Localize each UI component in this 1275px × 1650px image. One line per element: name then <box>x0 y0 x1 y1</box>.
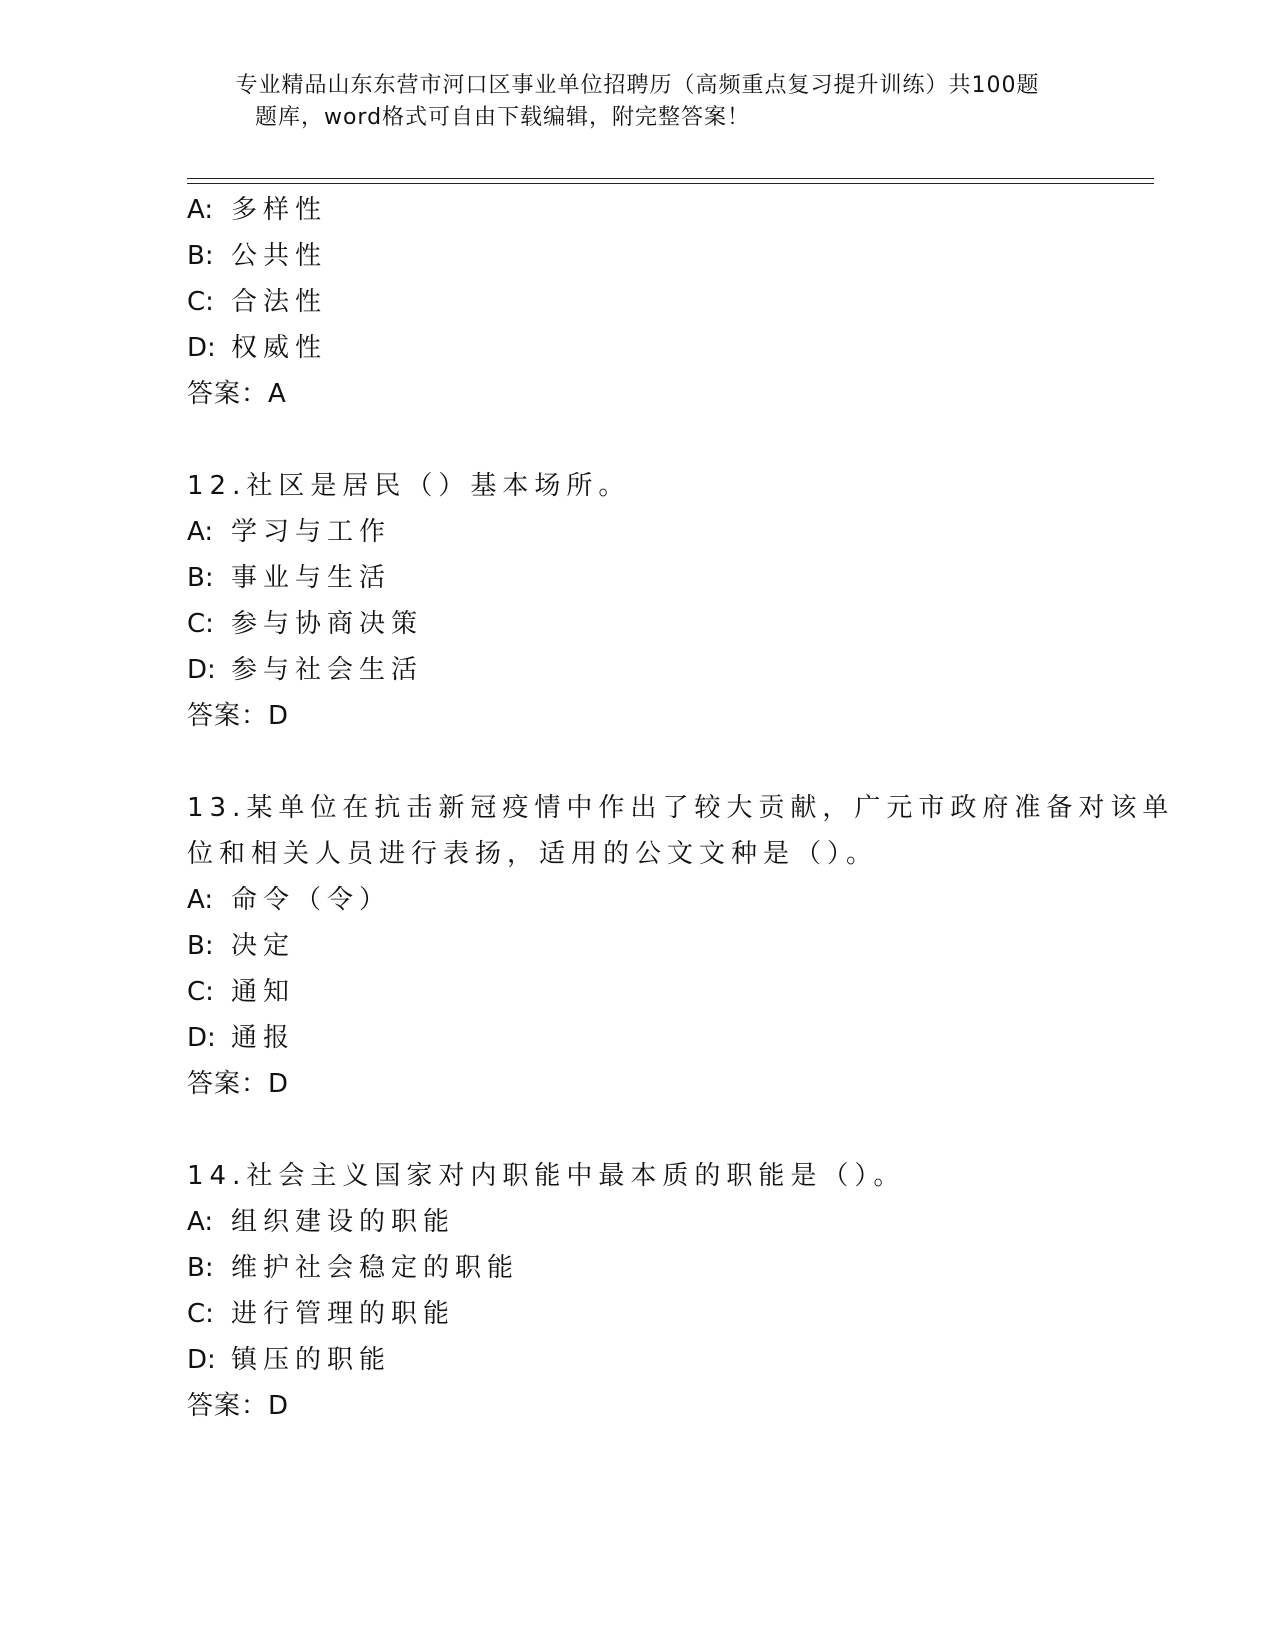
question-text: 12.社区是居民（）基本场所。 <box>187 471 631 501</box>
answer: 答案：D <box>187 701 290 731</box>
answer: 答案：A <box>187 379 287 409</box>
header-line-2: 题库，word格式可自由下载编辑，附完整答案！ <box>254 105 751 130</box>
option-a: A: 命令（令） <box>187 885 392 915</box>
answer: 答案：D <box>187 1069 290 1099</box>
question-block-13 <box>187 785 1175 1107</box>
header-line-1: 专业精品山东东营市河口区事业单位招聘历（高频重点复习提升训练）共100题 <box>235 73 1040 98</box>
question-text-line-2: 位和相关人员进行表扬，适用的公文文种是（）。 <box>187 839 879 869</box>
option-a: A: 多样性 <box>187 195 328 225</box>
header-divider-bottom <box>187 183 1154 184</box>
option-d: D: 权威性 <box>187 333 328 363</box>
question-block-14 <box>187 1153 1087 1429</box>
answer: 答案：D <box>187 1391 290 1421</box>
option-b: B: 维护社会稳定的职能 <box>187 1253 520 1283</box>
option-c: C: 合法性 <box>187 287 328 317</box>
document-header <box>0 70 1275 134</box>
question-list <box>187 187 1175 1429</box>
option-d: D: 镇压的职能 <box>187 1345 392 1375</box>
option-b: B: 决定 <box>187 931 296 961</box>
option-b: B: 事业与生活 <box>187 563 392 593</box>
option-a: A: 学习与工作 <box>187 517 392 547</box>
question-text: 14.社会主义国家对内职能中最本质的职能是（）。 <box>187 1161 906 1191</box>
option-c: C: 通知 <box>187 977 296 1007</box>
header-divider-top <box>187 178 1154 179</box>
option-b: B: 公共性 <box>187 241 328 271</box>
option-c: C: 参与协商决策 <box>187 609 424 639</box>
option-c: C: 进行管理的职能 <box>187 1299 456 1329</box>
question-block-11 <box>187 187 1087 417</box>
option-d: D: 通报 <box>187 1023 296 1053</box>
option-a: A: 组织建设的职能 <box>187 1207 456 1237</box>
question-text-line-1: 13.某单位在抗击新冠疫情中作出了较大贡献，广元市政府准备对该单 <box>187 793 1175 823</box>
question-block-12 <box>187 463 1087 739</box>
option-d: D: 参与社会生活 <box>187 655 424 685</box>
